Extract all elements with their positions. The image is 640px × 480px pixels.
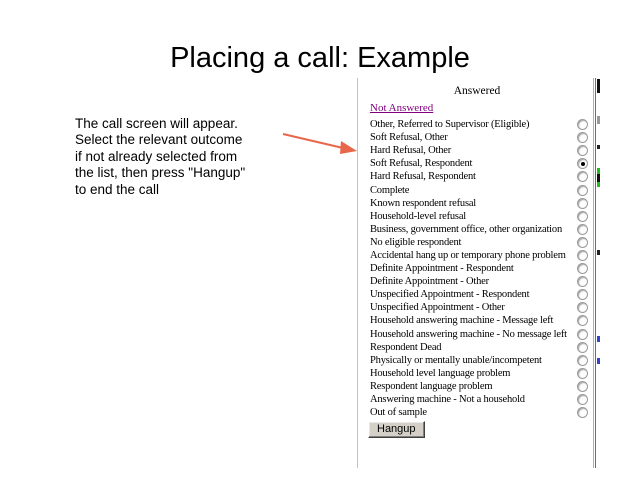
outcome-label: Accidental hang up or temporary phone problem (370, 249, 566, 261)
outcome-row (358, 341, 596, 354)
outcome-label: Business, government office, other organization (370, 223, 562, 235)
outcome-label: Complete (370, 184, 410, 196)
outcome-row (358, 131, 596, 144)
outcome-row (358, 328, 596, 341)
clipped-content-speck (597, 79, 600, 93)
radio-button[interactable] (577, 381, 588, 392)
outcome-row (358, 144, 596, 157)
clipped-content-speck (597, 336, 600, 342)
outcome-row (358, 183, 596, 196)
outcome-row (358, 249, 596, 262)
outcome-label: Household level language problem (370, 367, 511, 379)
outcome-label: Known respondent refusal (370, 197, 477, 209)
outcome-label: Unspecified Appointment - Other (370, 302, 505, 314)
outcome-label: Answering machine - Not a household (370, 394, 525, 406)
hangup-button[interactable]: Hangup (368, 421, 425, 438)
outcome-row (358, 393, 596, 406)
outcome-list (358, 118, 596, 419)
radio-button[interactable] (577, 132, 588, 143)
outcome-label: Respondent Dead (370, 341, 442, 353)
arrow-annotation (281, 130, 359, 158)
radio-button[interactable] (577, 394, 588, 405)
radio-button[interactable] (577, 329, 588, 340)
instruction-line: the list, then press "Hangup" (75, 165, 246, 181)
radio-button-selected[interactable] (577, 158, 588, 169)
outcome-label: Definite Appointment - Respondent (370, 263, 514, 275)
clipped-content-speck (597, 174, 600, 182)
panel-right-border-outer (595, 78, 596, 468)
radio-button[interactable] (577, 224, 588, 235)
radio-button[interactable] (577, 342, 588, 353)
clipped-content-speck (597, 116, 600, 124)
outcome-label: Hard Refusal, Respondent (370, 171, 476, 183)
outcome-label: Household-level refusal (370, 210, 466, 222)
radio-button[interactable] (577, 145, 588, 156)
not-answered-link[interactable]: Not Answered (370, 102, 434, 114)
outcome-label: Hard Refusal, Other (370, 145, 452, 157)
outcome-row (358, 380, 596, 393)
radio-button[interactable] (577, 289, 588, 300)
page-title: Placing a call: Example (170, 42, 470, 74)
radio-button[interactable] (577, 355, 588, 366)
outcome-row (358, 288, 596, 301)
outcome-label: Soft Refusal, Other (370, 132, 448, 144)
outcome-row (358, 275, 596, 288)
outcome-label: Other, Referred to Supervisor (Eligible) (370, 119, 530, 131)
outcome-label: Soft Refusal, Respondent (370, 158, 473, 170)
radio-button[interactable] (577, 263, 588, 274)
radio-button[interactable] (577, 185, 588, 196)
outcome-label: Household answering machine - Message left (370, 315, 554, 327)
radio-button[interactable] (577, 302, 588, 313)
outcome-row (358, 170, 596, 183)
clipped-content-speck (597, 145, 600, 149)
radio-button[interactable] (577, 407, 588, 418)
instruction-line: to end the call (75, 181, 160, 197)
outcome-row (358, 118, 596, 131)
outcome-row (358, 314, 596, 327)
radio-button[interactable] (577, 198, 588, 209)
clipped-content-speck (597, 182, 600, 187)
radio-button[interactable] (577, 237, 588, 248)
outcome-row (358, 354, 596, 367)
radio-button[interactable] (577, 315, 588, 326)
instruction-line: The call screen will appear. (75, 116, 238, 131)
outcome-label: Physically or mentally unable/incompetent (370, 354, 542, 366)
outcome-label: Unspecified Appointment - Respondent (370, 289, 530, 301)
clipped-content-speck (597, 358, 600, 364)
outcome-label: Household answering machine - No message left (370, 328, 567, 340)
outcome-row (358, 301, 596, 314)
outcome-row (358, 210, 596, 223)
instruction-line: Select the relevant outcome (75, 132, 243, 148)
instruction-text (75, 116, 305, 198)
outcome-label: Definite Appointment - Other (370, 276, 489, 288)
panel-right-border (593, 78, 594, 468)
radio-button[interactable] (577, 368, 588, 379)
radio-button[interactable] (577, 119, 588, 130)
answered-column-header: Answered (453, 85, 501, 97)
instruction-line: if not already selected from (75, 148, 238, 164)
radio-button[interactable] (577, 276, 588, 287)
call-screen-panel (357, 78, 596, 468)
radio-button[interactable] (577, 250, 588, 261)
outcome-row (358, 197, 596, 210)
outcome-row (358, 236, 596, 249)
outcome-row (358, 157, 596, 170)
outcome-label: Respondent language problem (370, 380, 493, 392)
clipped-content-speck (597, 250, 600, 255)
outcome-row (358, 223, 596, 236)
outcome-row (358, 367, 596, 380)
outcome-row (358, 406, 596, 419)
outcome-row (358, 262, 596, 275)
radio-button[interactable] (577, 171, 588, 182)
outcome-label: Out of sample (370, 407, 427, 419)
radio-button[interactable] (577, 211, 588, 222)
outcome-label: No eligible respondent (370, 236, 462, 248)
